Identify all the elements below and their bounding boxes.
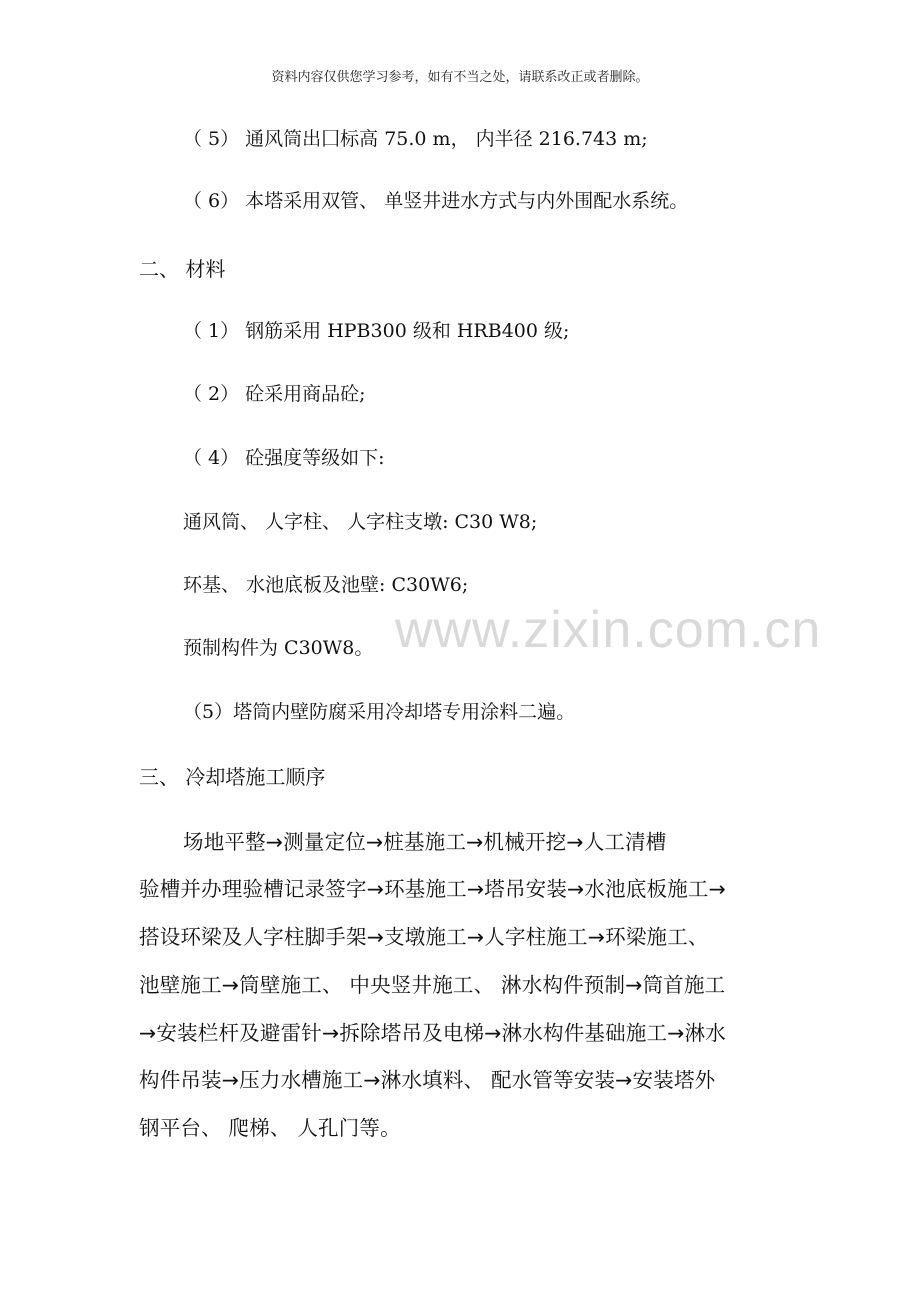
section3-line-1: 场地平整→测量定位→桩基施工→机械开挖→人工清槽	[183, 830, 667, 854]
section2-grade-a: 通风筒、 人字柱、 人字柱支墩: C30 W8;	[183, 511, 538, 533]
section3-line-3: 搭设环梁及人字柱脚手架→支墩施工→人字柱施工→环梁施工、	[139, 925, 709, 949]
section1-item5: （ 5） 通风筒出囗标高 75.0 m， 内半径 216.743 m;	[183, 128, 648, 150]
section2-grade-c: 预制构件为 C30W8。	[183, 637, 374, 659]
section3-line-7: 钢平台、 爬梯、 人孔门等。	[139, 1116, 401, 1140]
section2-item5: （5）塔筒内壁防腐采用冷却塔专用涂料二遍。	[183, 701, 576, 723]
section3-line-2: 验槽并办理验槽记录签字→环基施工→塔吊安装→水池底板施工→	[139, 877, 727, 901]
section2-item4: （ 4） 砼强度等级如下:	[183, 447, 385, 469]
page-header-disclaimer: 资料内容仅供您学习参考，如有不当之处，请联系改正或者删除。	[271, 70, 649, 85]
section3-line-5: →安装栏杆及避雷针→拆除塔吊及电梯→淋水构件基础施工→淋水	[139, 1021, 727, 1045]
section3-line-4: 池壁施工→筒壁施工、 中央竖井施工、 淋水构件预制→筒首施工	[139, 973, 726, 997]
watermark: www.zixin.com.cn	[395, 601, 822, 659]
section2-item1: （ 1） 钢筋采用 HPB300 级和 HRB400 级;	[183, 320, 570, 342]
section3-title: 三、 冷却塔施工顺序	[139, 765, 326, 789]
section3-line-6: 构件吊装→压力水槽施工→淋水填料、 配水管等安装→安装塔外	[139, 1068, 716, 1092]
section2-title: 二、 材料	[139, 257, 226, 281]
section1-item6: （ 6） 本塔采用双管、 单竖井进水方式与内外围配水系统。	[183, 190, 689, 212]
section2-item2: （ 2） 砼采用商品砼;	[183, 383, 366, 405]
section2-grade-b: 环基、 水池底板及池壁: C30W6;	[183, 574, 469, 596]
